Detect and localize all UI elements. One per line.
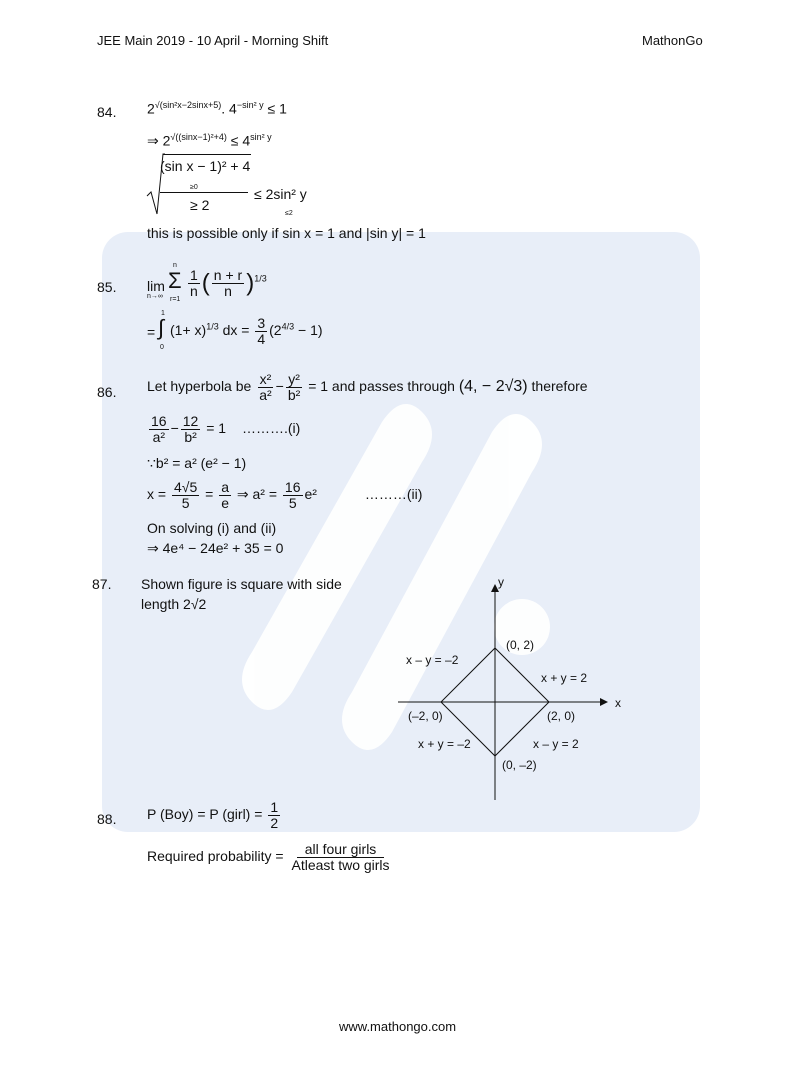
q85-f2-den: n	[224, 283, 232, 299]
q86-l2-minus: −	[170, 420, 179, 437]
footer-url[interactable]: www.mathongo.com	[339, 1019, 457, 1034]
q86-l1-post: therefore	[531, 378, 588, 395]
q85-lim: lim	[147, 278, 165, 294]
vertex-top: (0, 2)	[506, 638, 535, 652]
q88-l1-den: 2	[270, 815, 279, 831]
q88-l2-num: all four girls	[297, 842, 385, 858]
q84-l1-base: 2	[147, 100, 155, 117]
q85-sum-top: n	[173, 262, 177, 269]
q88-line-1	[147, 800, 282, 831]
q88-l2-den: Atleast two girls	[291, 857, 390, 873]
y-axis-label: y	[498, 575, 504, 589]
q88-l1-text: P (Boy) = P (girl)	[147, 806, 251, 823]
q85-res-end: − 1)	[298, 322, 323, 339]
q86-line-4	[147, 480, 422, 511]
q86-l4-f1-num: 4√5	[173, 479, 198, 495]
q84-l3-rhs: ≤ 2sin² y	[254, 186, 307, 202]
q86-l1-minus: −	[275, 378, 284, 395]
q86-l1-f1-num: x²	[259, 371, 272, 387]
q85-res-den: 4	[257, 331, 266, 347]
q86-l2-f1-den: a²	[152, 429, 166, 445]
q86-line-3: ∵b² = a² (e² − 1)	[147, 455, 247, 471]
q86-l2-f2-den: b²	[184, 429, 197, 445]
q84-l2-pre: ⇒ 2	[147, 132, 171, 149]
q85-sum-bottom: r=1	[170, 296, 181, 303]
question-number-86: 86.	[97, 384, 117, 400]
q86-l1-f2-num: y²	[288, 371, 300, 387]
q84-l3-rhs-under: ≤2	[285, 210, 293, 217]
q86-l4-f3-den: 5	[288, 495, 297, 511]
q84-l1-exp2: −sin² y	[236, 100, 264, 110]
q85-f2-num: n + r	[213, 267, 243, 283]
q87-figure	[380, 570, 640, 810]
q86-l2-tag: ……….(i)	[241, 420, 301, 437]
q84-conclusion: this is possible only if sin x = 1 and |sin y| = 1	[147, 225, 426, 241]
q87-text-1: Shown figure is square with side	[141, 576, 342, 592]
q85-terms: $\frac{1}{n}$ ( $\frac{n + r}{n}$ )$^{1/3}$	[190, 267, 267, 299]
q84-l1-exp: √(sin²x−2sinx+5)	[154, 100, 222, 110]
q85-f1-num: 1	[190, 267, 198, 283]
q87-text-2: length 2√2	[141, 596, 207, 612]
q86-l2-f1-num: 16	[151, 413, 167, 429]
q85-res-num: 3	[257, 315, 266, 331]
header-title: JEE Main 2019 - 10 April - Morning Shift	[97, 33, 329, 48]
q85-dx: dx =	[222, 322, 250, 339]
q85-line2-eq: =	[147, 324, 156, 340]
q86-l1-f2-den: b²	[287, 387, 301, 403]
q86-line-2	[147, 414, 300, 445]
q88-line-2	[147, 842, 394, 873]
question-number-84: 84.	[97, 104, 117, 120]
q84-l3-under: ≥0	[190, 184, 198, 191]
q85-exp: 1/3	[254, 273, 267, 284]
q86-l1-point: (4, − 2√3)	[458, 378, 528, 396]
q88-l1-eq: =	[254, 806, 263, 823]
q84-l3-den: ≥ 2	[190, 197, 210, 213]
q84-l1-rhs: ≤ 1	[267, 100, 287, 117]
q86-l1-f1-den: a²	[259, 387, 272, 403]
q86-line-5: On solving (i) and (ii)	[147, 520, 277, 536]
q88-l2-text: Required probability	[147, 848, 272, 865]
q86-l4-imp: ⇒ a² =	[236, 486, 278, 503]
q86-l1-mid: = 1 and passes through	[308, 378, 455, 395]
question-number-88: 88.	[97, 811, 117, 827]
q85-integrand: (1+ x)	[170, 322, 207, 339]
q86-line-1	[147, 372, 588, 403]
q85-line2	[170, 316, 323, 347]
vertex-bottom: (0, –2)	[502, 758, 537, 772]
x-axis-label: x	[615, 696, 621, 710]
q86-l4-f2-num: a	[221, 479, 229, 495]
q85-lim-sub: n→∞	[147, 293, 163, 300]
q85-integrand-exp: 1/3	[206, 321, 219, 332]
vertex-right: (2, 0)	[547, 709, 576, 723]
q85-f1-den: n	[190, 283, 198, 299]
edge-label-bottom-left: x + y = –2	[418, 737, 471, 751]
edge-label-bottom-right: x – y = 2	[533, 737, 579, 751]
q84-l3-num: (sin x − 1)² + 4	[160, 158, 251, 174]
q88-l1-num: 1	[270, 799, 279, 815]
q86-l4-f2-den: e	[221, 495, 229, 511]
q85-res-exp: 4/3	[281, 321, 295, 332]
q84-sqrt-bar	[163, 154, 251, 155]
q88-l2-eq: =	[275, 848, 284, 865]
question-number-85: 85.	[97, 279, 117, 295]
header-brand: MathonGo	[642, 33, 703, 48]
edge-label-top-right: x + y = 2	[541, 671, 588, 685]
q86-l2-rhs: = 1	[206, 420, 227, 437]
vertex-left: (–2, 0)	[408, 709, 443, 723]
q85-int-bottom: 0	[160, 344, 164, 351]
q86-l4-eq: =	[205, 486, 214, 503]
q86-l1-pre: Let hyperbola be	[147, 378, 252, 395]
integral-icon: ∫	[158, 315, 165, 340]
q86-l4-tag: ………(ii)	[364, 486, 423, 503]
x-axis-arrow-icon	[600, 698, 608, 706]
edge-label-top-left: x – y = –2	[406, 653, 459, 667]
q86-l2-f2-num: 12	[182, 413, 199, 429]
q84-l2-mid: ≤ 4	[230, 132, 251, 149]
q84-line-2	[147, 132, 272, 150]
q84-l1-mid: . 4	[221, 100, 237, 117]
q84-frac-bar	[160, 192, 248, 193]
question-number-87: 87.	[92, 576, 112, 592]
q85-res-rest: (2	[269, 322, 282, 339]
q86-l4-e2: e²	[304, 486, 317, 503]
q86-line-6: ⇒ 4e⁴ − 24e² + 35 = 0	[147, 540, 284, 556]
sigma-icon: Σ	[168, 268, 182, 293]
q86-l4-f1-den: 5	[181, 495, 190, 511]
q86-l4-x: x =	[147, 486, 167, 503]
q84-line-1	[147, 100, 287, 117]
q84-l2-exp2: sin² y	[250, 132, 272, 142]
q85-int-top: 1	[161, 310, 165, 317]
q86-l4-f3-num: 16	[284, 479, 301, 495]
q84-l2-exp: √((sinx−1)²+4)	[170, 132, 227, 142]
